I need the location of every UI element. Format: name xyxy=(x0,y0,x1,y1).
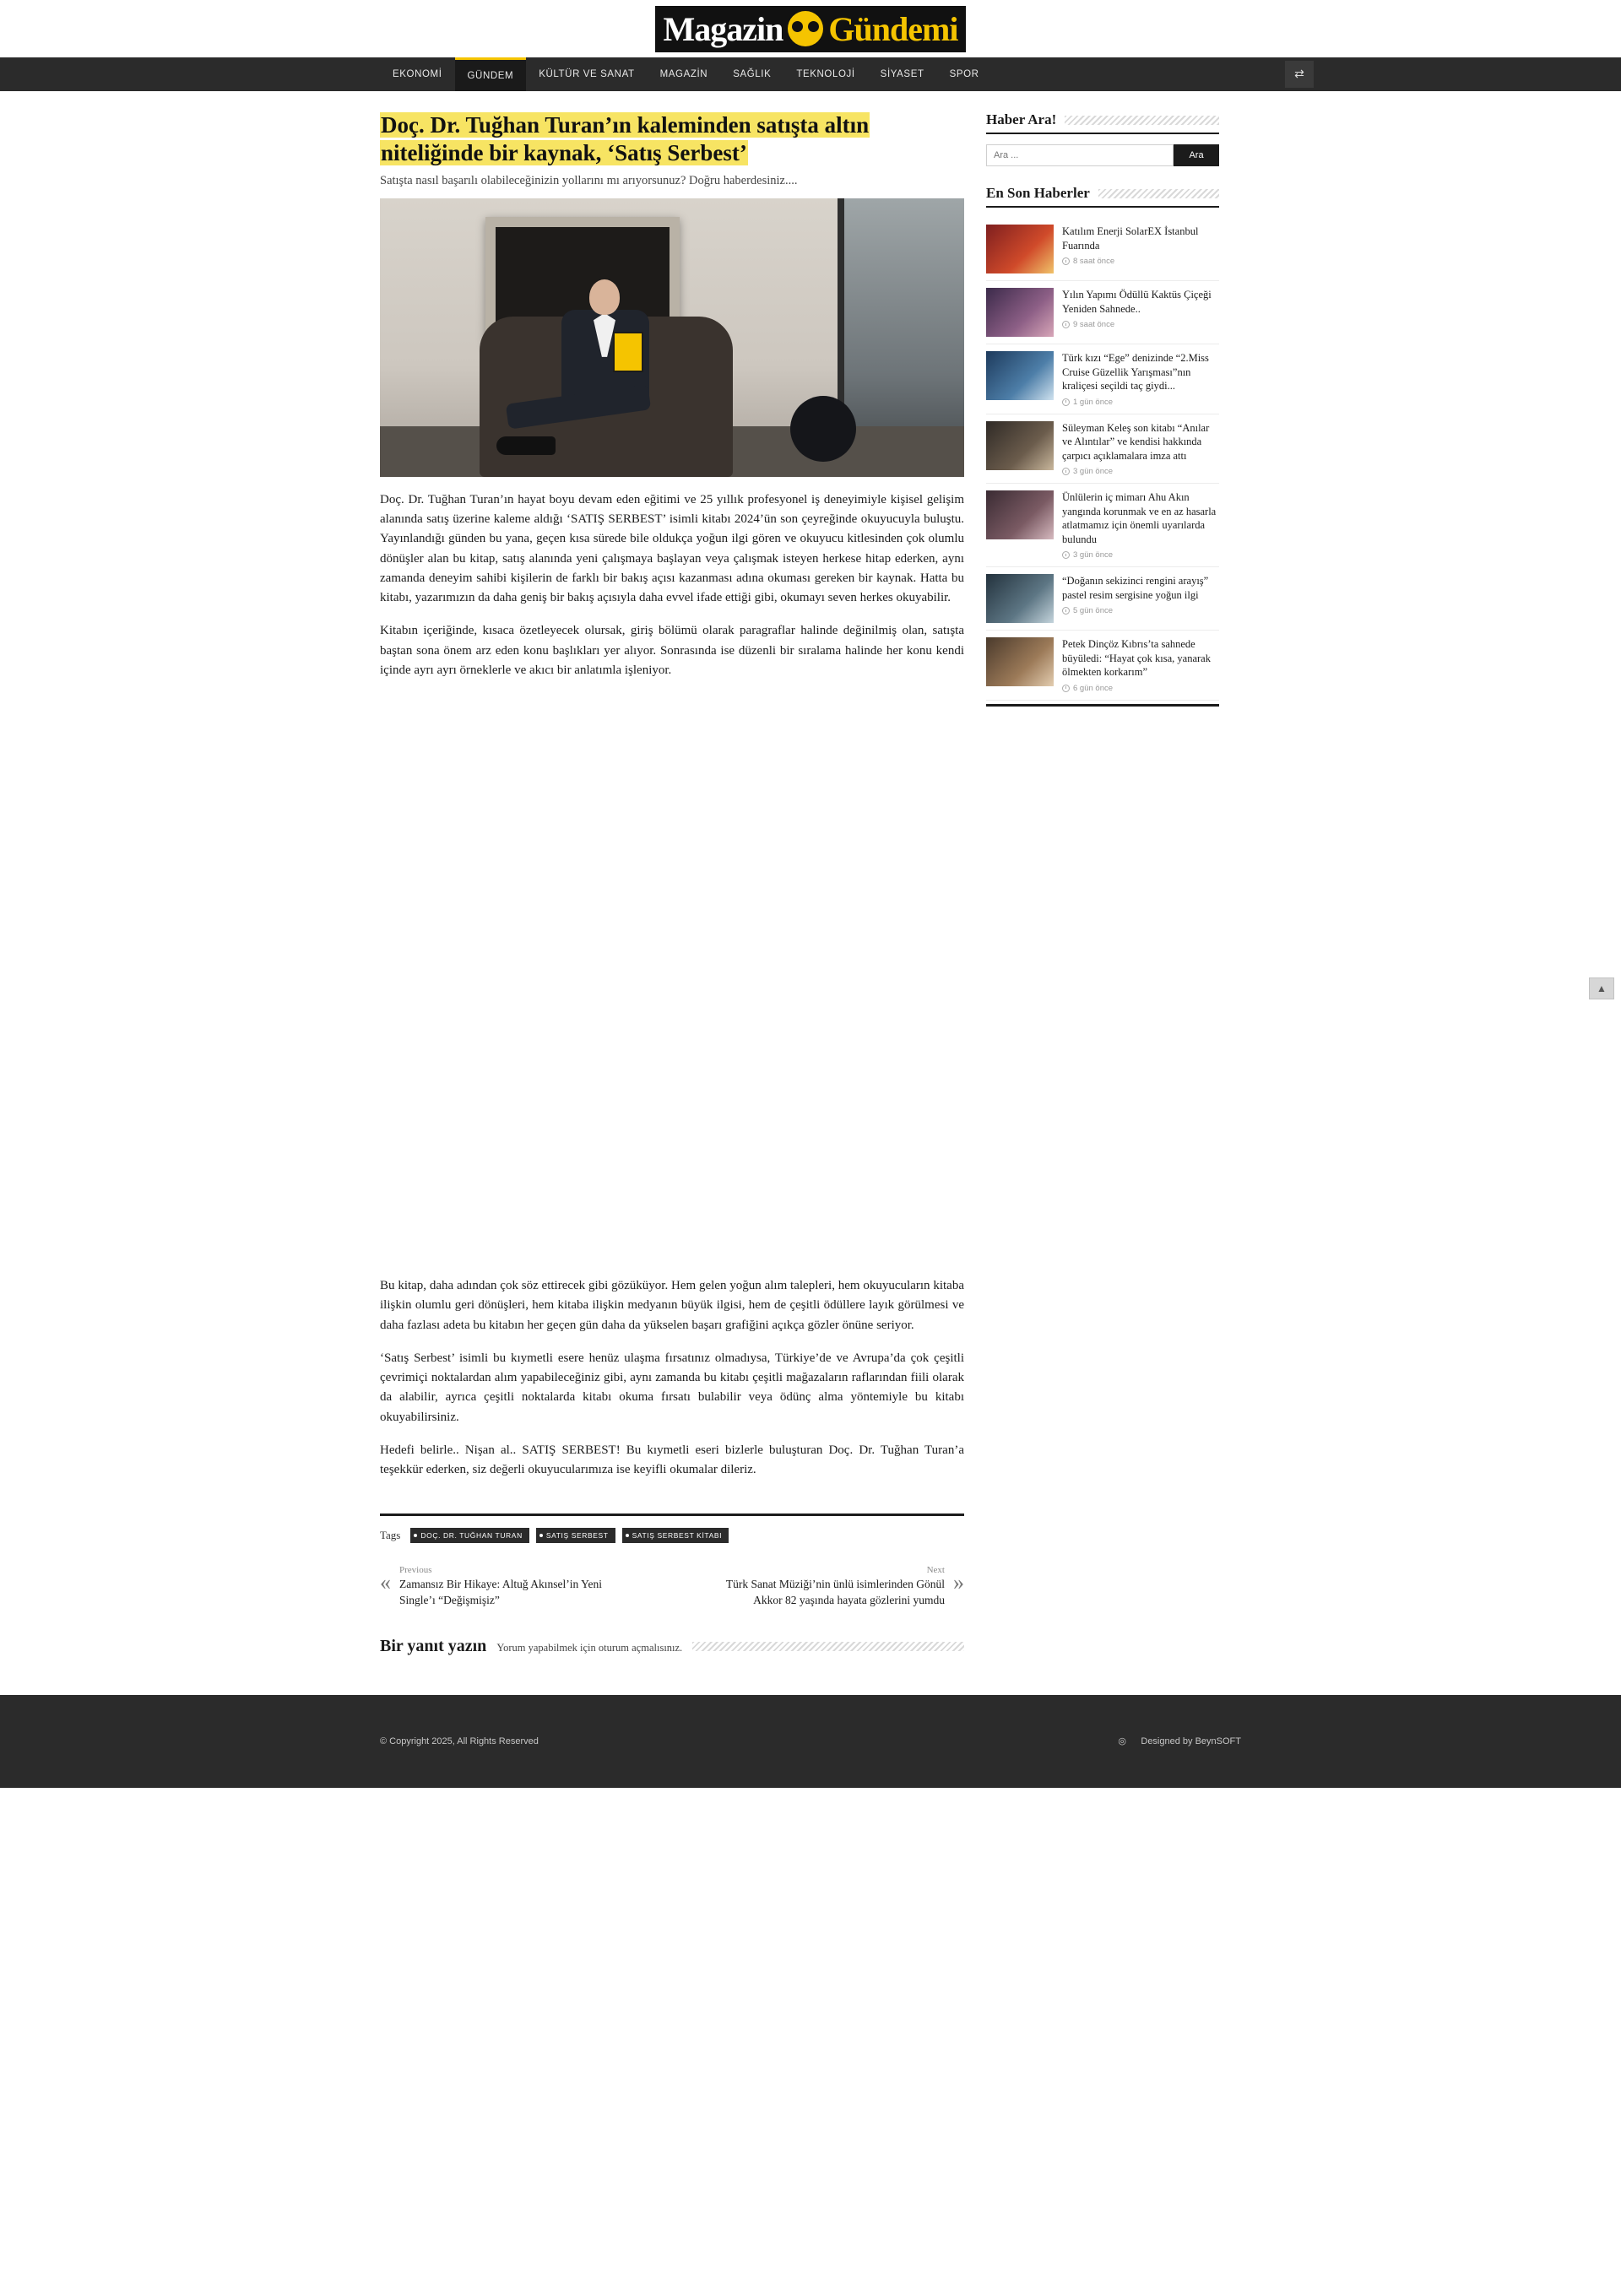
main-navigation xyxy=(0,57,1621,91)
hatch-divider xyxy=(1065,116,1219,125)
clock-icon xyxy=(1062,468,1070,475)
sidebar-bottom-rule xyxy=(986,704,1219,707)
news-time-text: 3 gün önce xyxy=(1073,467,1114,476)
article-paragraph-4: ‘Satış Serbest’ isimli bu kıymetli esere henüz ulaşma fırsatınız olmadıysa, Türkiye’de ve Avrupa’da çok çeşitli çevrimiçi noktalardan alım yapabileceğiniz gibi, aynı zamanda bu kitabı çeşitli mağazaların raflarından fiili olarak da alabilir, ayrıca çeşitli noktalarda kitabı okuma fırsatı bulabilir veya ödünç alma yöntemiyle bu kitabı okuyabilirsiniz. xyxy=(380,1351,964,1424)
news-time-text: 8 saat önce xyxy=(1073,257,1115,266)
nav-item-saglik[interactable]: SAĞLIK xyxy=(733,69,772,79)
latest-news-heading: En Son Haberler xyxy=(986,185,1090,201)
previous-title: Zamansız Bir Hikaye: Altuğ Akınsel’in Yeni Single’ı “Değişmişiz” xyxy=(399,1578,602,1606)
page-title xyxy=(380,111,964,167)
news-title: Katılım Enerji SolarEX İstanbul Fuarında xyxy=(1062,225,1199,252)
list-item[interactable] xyxy=(986,218,1219,281)
comment-login-note: Yorum yapabilmek için oturum açmalısınız. xyxy=(496,1641,683,1654)
owl-icon xyxy=(788,11,823,46)
news-title: “Doğanın sekizinci rengini arayış” pastel resim sergisine yoğun ilgi xyxy=(1062,575,1209,601)
logo-word-gundemi: Gündemi xyxy=(828,9,958,48)
news-time xyxy=(1062,467,1219,476)
news-time xyxy=(1062,606,1219,615)
news-time-text: 3 gün önce xyxy=(1073,550,1114,560)
news-thumbnail xyxy=(986,574,1054,623)
search-button[interactable]: Ara xyxy=(1174,144,1219,166)
comment-section-header xyxy=(380,1637,964,1656)
news-time-text: 5 gün önce xyxy=(1073,606,1114,615)
article-paragraph-5: Hedefi belirle.. Nişan al.. SATIŞ SERBEST! Bu kıymetli eseri bizlerle buluşturan Doç. Dr. Tuğhan Turan’a teşekkür ederken, siz değerli okuyucularımıza ise keyifli okumalar dileriz. xyxy=(380,1443,964,1477)
chevron-left-icon: « xyxy=(380,1570,391,1595)
next-label: Next xyxy=(926,1565,945,1576)
article-paragraph-3: Bu kitap, daha adından çok söz ettirecek gibi gözüküyor. Hem gelen yoğun alım talepleri, hem okuyucuların kitaba ilişkin olumlu geri dönüşleri, hem kitaba ilişkin medyanın büyük ilgisi, hem de çeşitli ödüllere layık görülmesi ve daha fazlası adeta bu kitabın her geçen gün daha da yükselen başarı grafiğini açıkça gözler önüne seriyor. xyxy=(380,1279,964,1332)
search-widget-heading: Haber Ara! xyxy=(986,111,1057,127)
news-thumbnail xyxy=(986,490,1054,539)
comment-heading: Bir yanıt yazın xyxy=(380,1636,487,1655)
chevron-up-icon[interactable]: ▲ xyxy=(1589,977,1614,999)
article-title-line2: niteliğinde bir kaynak, ‘Satış Serbest’ xyxy=(381,139,747,165)
article-subtitle: Satışta nasıl başarılı olabileceğinizin yollarını mı arıyorsunuz? Doğru haberdesiniz.... xyxy=(380,173,798,187)
news-time-text: 9 saat önce xyxy=(1073,320,1115,329)
article-paragraph-1: Doç. Dr. Tuğhan Turan’ın hayat boyu devam eden eğitimi ve 25 yıllık profesyonel iş deneyimiyle kişisel gelişim alanında satış üzerine kaleme aldığı ‘SATIŞ SERBEST’ isimli kitabı 2024’ün son çeyreğinde okuyucuyla buluştu. Yayınlandığı günden bu yana, geçen kısa sürede bile oldukça yoğun ilgi gören ve okuyucu kitlesinden çok olumlu dönüşler alan bu kitap, satış alanında yeni çalışmaya başlayan veya çalışmak isteyen herkese hitap ederken, aynı zamanda deneyim sahibi kişilerin de farklı bir bakış açısı kazanması adına okuması gereken bir kaynak. Hatta bu kitabı, yazarımızın da daha geniş bir bakış açısıyla daha evvel ifade ettiği gibi, okumayı seven herkes okuyabilir. xyxy=(380,492,964,605)
site-header xyxy=(0,0,1621,57)
nav-item-magazin[interactable]: MAGAZİN xyxy=(659,69,708,79)
news-thumbnail xyxy=(986,288,1054,337)
site-footer xyxy=(0,1695,1621,1788)
latest-news-widget xyxy=(986,185,1219,707)
clock-icon xyxy=(1062,551,1070,559)
logo-word-magazin: Magazin xyxy=(663,9,783,48)
search-widget xyxy=(986,111,1219,166)
news-title: Türk kızı “Ege” denizinde “2.Miss Cruise Güzellik Yarışması”nın kraliçesi seçildi taç giydi... xyxy=(1062,352,1209,392)
clock-icon xyxy=(1062,398,1070,406)
list-item[interactable] xyxy=(986,484,1219,567)
news-time-text: 1 gün önce xyxy=(1073,397,1114,407)
copyright-text: © Copyright 2025, All Rights Reserved xyxy=(380,1736,539,1746)
previous-label: Previous xyxy=(399,1565,432,1576)
news-time xyxy=(1062,320,1219,329)
article-ad-gap xyxy=(380,680,964,1263)
post-navigation xyxy=(380,1565,964,1607)
news-thumbnail xyxy=(986,225,1054,273)
news-time-text: 6 gün önce xyxy=(1073,683,1114,693)
tag-item-1[interactable]: DOÇ. DR. TUĞHAN TURAN xyxy=(410,1528,529,1543)
list-item[interactable] xyxy=(986,414,1219,485)
nav-item-gundem[interactable]: GÜNDEM xyxy=(455,57,527,91)
rss-icon[interactable]: ◎ xyxy=(1118,1736,1126,1747)
nav-item-ekonomi[interactable]: EKONOMİ xyxy=(393,69,442,79)
list-item[interactable] xyxy=(986,631,1219,701)
clock-icon xyxy=(1062,607,1070,615)
previous-post-link[interactable] xyxy=(380,1565,625,1607)
news-thumbnail xyxy=(986,637,1054,686)
article-column xyxy=(380,111,964,1656)
tags-row xyxy=(380,1514,964,1543)
news-title: Yılın Yapımı Ödüllü Kaktüs Çiçeği Yeniden Sahnede.. xyxy=(1062,289,1212,315)
hatch-divider xyxy=(692,1642,964,1651)
designed-by-text[interactable]: Designed by BeynSOFT xyxy=(1141,1736,1241,1746)
hatch-divider xyxy=(1098,189,1219,198)
shuffle-icon[interactable]: ⇄ xyxy=(1285,61,1314,88)
article-hero-image xyxy=(380,198,964,477)
news-time xyxy=(1062,398,1219,407)
clock-icon xyxy=(1062,685,1070,692)
clock-icon xyxy=(1062,257,1070,265)
next-title: Türk Sanat Müziği’nin ünlü isimlerinden Gönül Akkor 82 yaşında hayata gözlerini yumdu xyxy=(725,1578,945,1606)
clock-icon xyxy=(1062,321,1070,328)
search-input[interactable] xyxy=(986,144,1174,166)
nav-item-teknoloji[interactable]: TEKNOLOJİ xyxy=(796,69,855,79)
article-paragraph-2: Kitabın içeriğinde, kısaca özetleyecek olursak, giriş bölümü olarak paragraflar halinde değinilmiş olan, satışta baştan sona önem arz eden konu başlıkları yer alıyor. Sonrasında ise düzenli bir sıralama halinde her konu kendi içinde ayrı ayrı örneklerle ve akıcı bir anlatımla işleniyor. xyxy=(380,624,964,677)
news-time xyxy=(1062,684,1219,693)
news-title: Ünlülerin iç mimarı Ahu Akın yangında korunmak ve en az hasarla atlatmamız için önemli uyarılarda bulundu xyxy=(1062,491,1217,545)
list-item[interactable] xyxy=(986,567,1219,631)
tag-item-2[interactable]: SATIŞ SERBEST xyxy=(536,1528,615,1543)
list-item[interactable] xyxy=(986,281,1219,344)
news-time xyxy=(1062,257,1219,266)
tag-item-3[interactable]: SATIŞ SERBEST KİTABI xyxy=(622,1528,729,1543)
nav-item-siyaset[interactable]: SİYASET xyxy=(880,69,924,79)
news-title: Süleyman Keleş son kitabı “Anılar ve Alıntılar” ve kendisi hakkında çarpıcı açıklamalara imza attı xyxy=(1062,421,1210,462)
news-time xyxy=(1062,550,1219,560)
chevron-right-icon: » xyxy=(953,1570,964,1595)
next-post-link[interactable] xyxy=(719,1565,964,1607)
nav-item-spor[interactable]: SPOR xyxy=(949,69,979,79)
sidebar xyxy=(986,111,1219,1656)
news-thumbnail xyxy=(986,351,1054,400)
news-thumbnail xyxy=(986,421,1054,470)
nav-item-kultur-ve-sanat[interactable]: KÜLTÜR VE SANAT xyxy=(539,69,635,79)
article-title-line1: Doç. Dr. Tuğhan Turan’ın kaleminden satışta altın xyxy=(381,112,870,138)
news-title: Petek Dinçöz Kıbrıs’ta sahnede büyüledi: “Hayat çok kısa, yanarak ölmekten korkarım” xyxy=(1062,638,1211,678)
site-logo[interactable] xyxy=(655,6,967,52)
tags-label: Tags xyxy=(380,1529,401,1542)
list-item[interactable] xyxy=(986,344,1219,414)
